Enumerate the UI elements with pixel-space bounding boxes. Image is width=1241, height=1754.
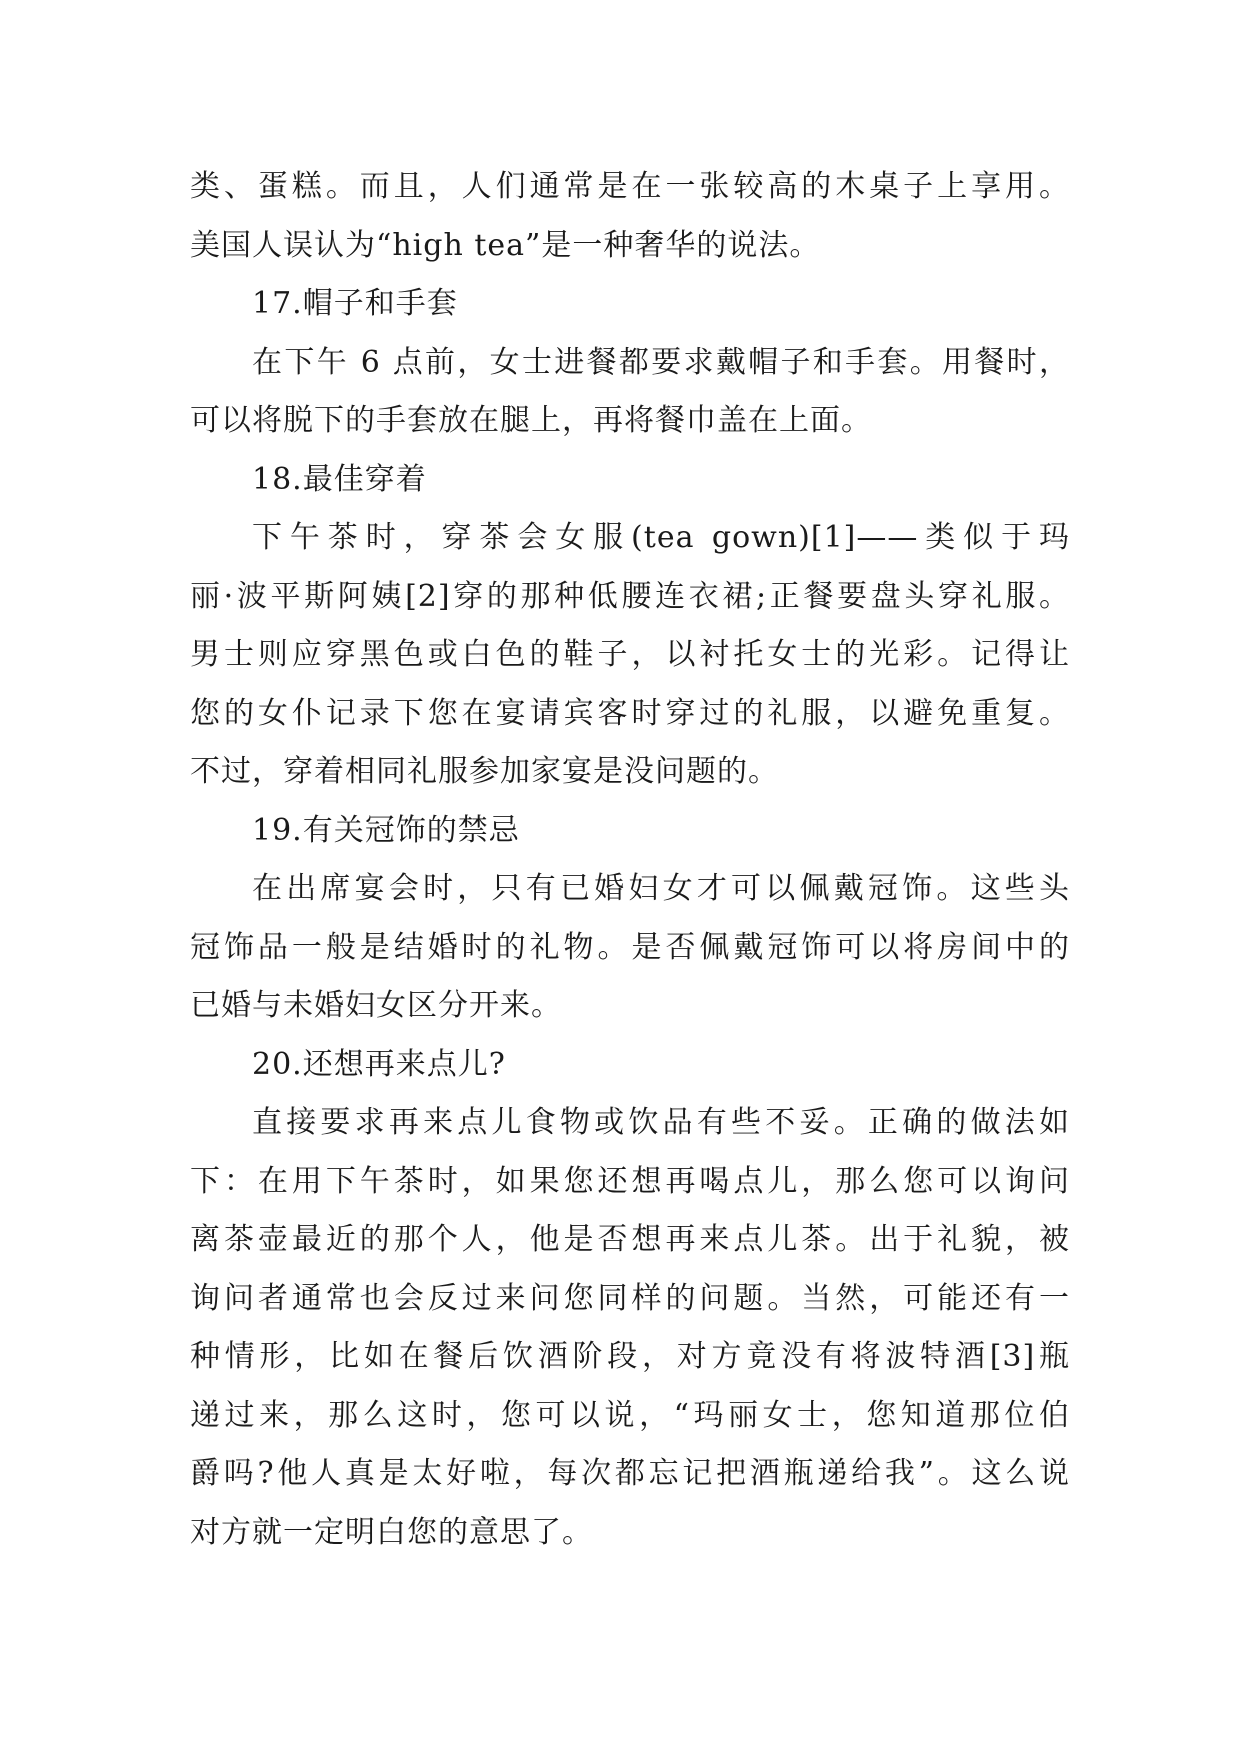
text-line: 您的女仆记录下您在宴请宾客时穿过的礼服，以避免重复。 — [190, 695, 1070, 731]
text-line: 下：在用下午茶时，如果您还想再喝点儿，那么您可以询问 — [190, 1163, 1070, 1199]
text-line: 美国人误认为“high tea”是一种奢华的说法。 — [190, 227, 821, 263]
text-line: 爵吗?他人真是太好啦，每次都忘记把酒瓶递给我”。这么说 — [190, 1456, 1070, 1491]
section-heading-17: 17.帽子和手套 — [252, 286, 458, 321]
text-line: 在下午 6 点前，女士进餐都要求戴帽子和手套。用餐时， — [252, 344, 1070, 380]
text-line: 在出席宴会时，只有已婚妇女才可以佩戴冠饰。这些头 — [252, 871, 1070, 906]
text-line: 询问者通常也会反过来问您同样的问题。当然，可能还有一 — [190, 1280, 1070, 1316]
text-line: 已婚与未婚妇女区分开来。 — [190, 988, 562, 1023]
section-heading-19: 19.有关冠饰的禁忌 — [252, 812, 520, 848]
text-line: 直接要求再来点儿食物或饮品有些不妥。正确的做法如 — [252, 1105, 1070, 1140]
text-line: 可以将脱下的手套放在腿上，再将餐巾盖在上面。 — [190, 403, 872, 438]
text-line: 不过，穿着相同礼服参加家宴是没问题的。 — [190, 754, 779, 789]
text-line: 类、蛋糕。而且，人们通常是在一张较高的木桌子上享用。 — [190, 169, 1070, 204]
section-heading-20: 20.还想再来点儿? — [252, 1046, 506, 1082]
text-line: 下午茶时，穿茶会女服(tea gown)[1]——类似于玛 — [252, 520, 1070, 555]
text-line: 对方就一定明白您的意思了。 — [190, 1514, 593, 1550]
text-line: 丽·波平斯阿姨[2]穿的那种低腰连衣裙;正餐要盘头穿礼服。 — [190, 578, 1070, 614]
text-line: 男士则应穿黑色或白色的鞋子，以衬托女士的光彩。记得让 — [190, 637, 1070, 672]
text-line: 种情形，比如在餐后饮酒阶段，对方竟没有将波特酒[3]瓶 — [190, 1339, 1070, 1374]
text-line: 离茶壶最近的那个人，他是否想再来点儿茶。出于礼貌，被 — [190, 1222, 1070, 1257]
section-heading-18: 18.最佳穿着 — [252, 461, 427, 497]
document-body — [190, 158, 1070, 1562]
text-line: 冠饰品一般是结婚时的礼物。是否佩戴冠饰可以将房间中的 — [190, 929, 1070, 965]
text-line: 递过来，那么这时，您可以说，“玛丽女士，您知道那位伯 — [190, 1397, 1070, 1433]
